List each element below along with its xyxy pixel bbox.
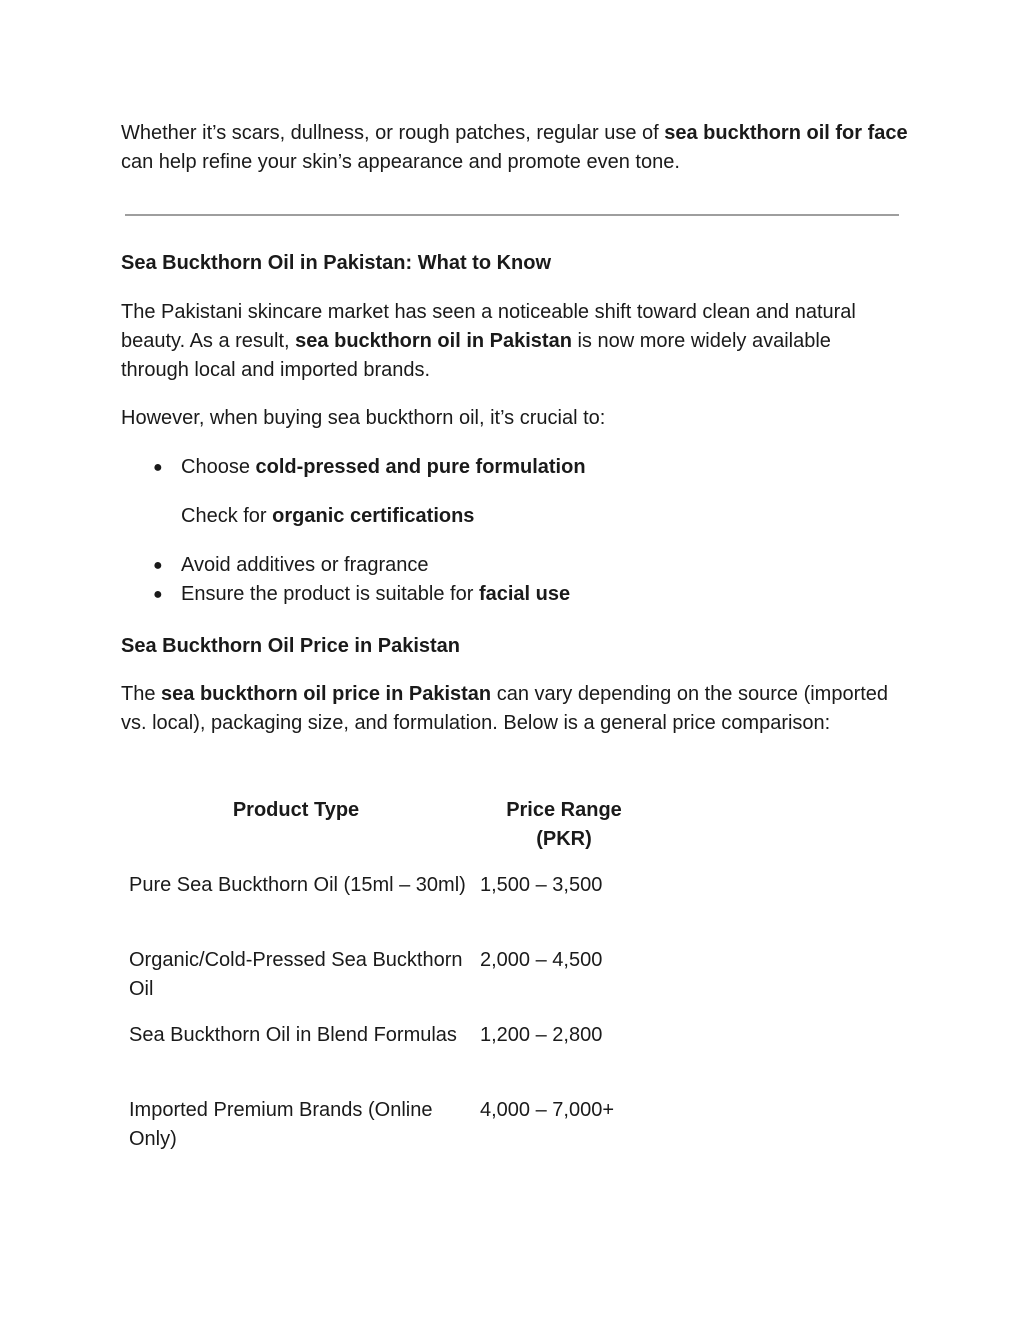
intro-text-1: Whether it’s scars, dullness, or rough patches, regular use of [121, 122, 665, 144]
table-header-price-range: Price Range (PKR) [506, 799, 622, 850]
section1-paragraph-2: However, when buying sea buckthorn oil, it’s crucial to: [121, 407, 606, 429]
section1-para1-bold: sea buckthorn oil in Pakistan [295, 330, 572, 352]
section2-paragraph [121, 680, 901, 738]
table-cell-price: 4,000 – 7,000+ [480, 1099, 615, 1121]
list-item-text [181, 502, 474, 531]
horizontal-divider [125, 214, 899, 216]
section1-para1-text-1: The Pakistani skincare market has seen a noticeable shift toward clean and natural beauty. As a result, [121, 301, 856, 352]
list-item-text [181, 453, 586, 482]
section2-para-text-2: can vary depending on the source (imported vs. local), packaging size, and formulation. Below is a general price comparison: [121, 683, 889, 734]
section1-paragraph-1 [121, 298, 901, 385]
table-cell-product: Organic/Cold-Pressed Sea Buckthorn Oil [129, 949, 463, 1000]
list-item-plain: Avoid additives or fragrance [181, 554, 429, 576]
list-item-plain: Check for [181, 505, 273, 527]
table-cell-product: Imported Premium Brands (Online Only) [129, 1099, 433, 1150]
list-item-plain: Ensure the product is suitable for [181, 583, 479, 605]
list-item-plain: Choose [181, 456, 256, 478]
list-item-bold: cold-pressed and pure formulation [255, 456, 586, 478]
list-item-bold: organic certifications [272, 505, 475, 527]
section2-para-text-1: The [121, 683, 162, 705]
section2-para-bold: sea buckthorn oil price in Pakistan [161, 683, 492, 705]
table-cell-price: 1,500 – 3,500 [480, 874, 603, 896]
table-header-product-type: Product Type [232, 799, 360, 821]
intro-bold-1: sea buckthorn oil for face [664, 122, 908, 144]
list-item-bold: facial use [478, 583, 571, 605]
section2-heading: Sea Buckthorn Oil Price in Pakistan [121, 635, 461, 657]
table-cell-price: 1,200 – 2,800 [480, 1024, 603, 1046]
intro-paragraph [121, 119, 911, 177]
bullet-icon: ● [153, 557, 163, 574]
list-item-text [181, 551, 429, 580]
list-item-text [181, 580, 570, 609]
section1-para1-text-2: is now more widely available through local and imported brands. [121, 330, 831, 381]
bullet-icon: ● [153, 586, 163, 603]
section1-heading: Sea Buckthorn Oil in Pakistan: What to Know [121, 252, 552, 274]
table-cell-product: Sea Buckthorn Oil in Blend Formulas [129, 1024, 457, 1046]
table-cell-price: 2,000 – 4,500 [480, 949, 603, 971]
table-cell-product: Pure Sea Buckthorn Oil (15ml – 30ml) [129, 874, 466, 896]
intro-text-2: can help refine your skin’s appearance and promote even tone. [121, 151, 680, 173]
bullet-icon: ● [153, 459, 163, 476]
